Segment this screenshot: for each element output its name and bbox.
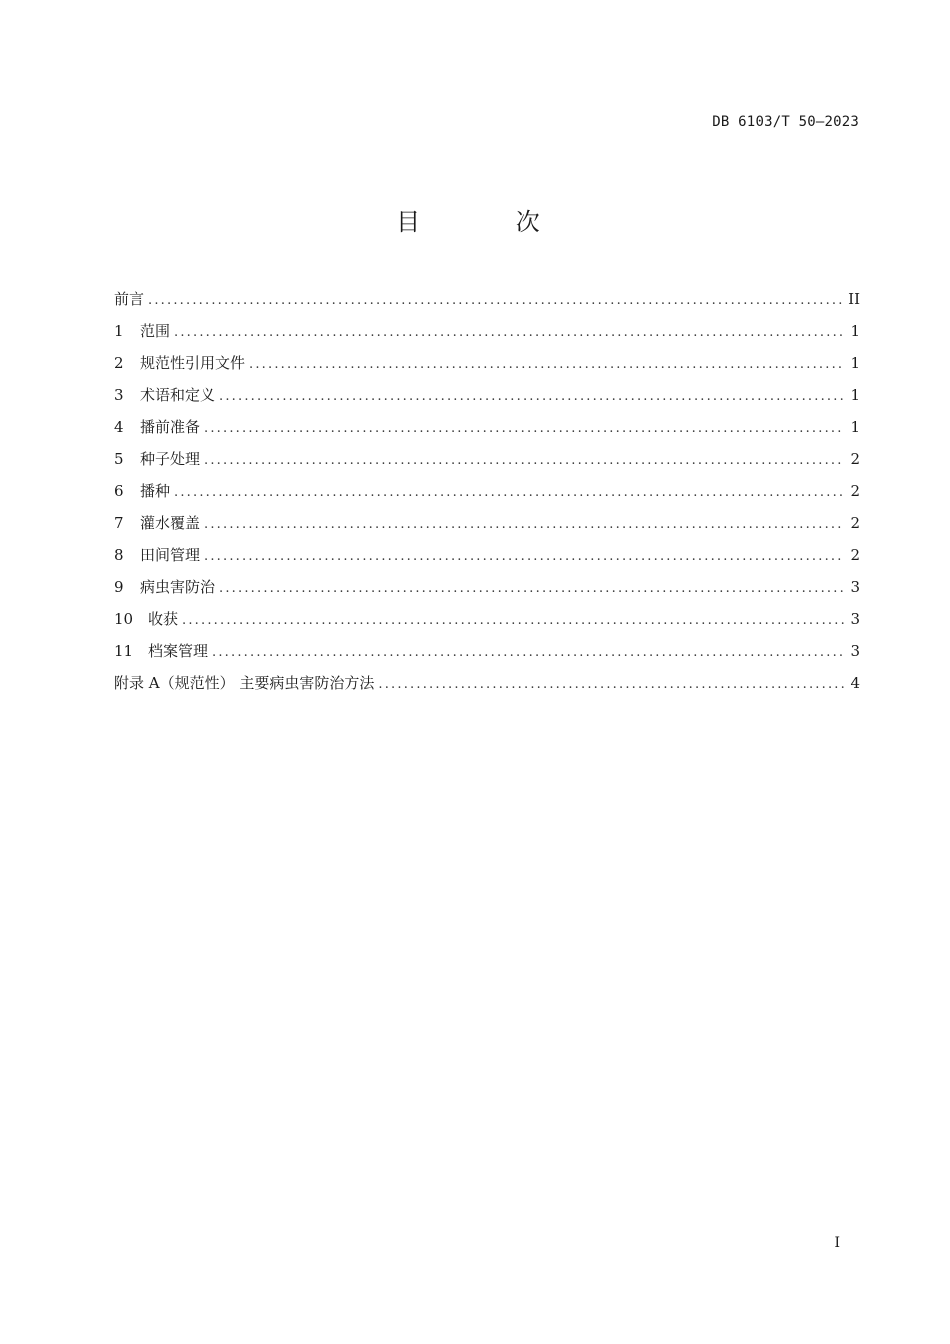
toc-leader-dots <box>148 289 842 313</box>
toc-entry-number: 5 <box>114 450 124 468</box>
page-number: I <box>834 1235 840 1251</box>
toc-entry-text: 收获 <box>148 610 179 628</box>
toc-leader-dots <box>219 577 844 601</box>
toc-entry-number: 6 <box>114 482 124 500</box>
toc-entry-sowing[interactable] <box>114 479 860 511</box>
toc-entry-number: 10 <box>114 610 134 628</box>
toc-entry-text: 种子处理 <box>140 450 201 468</box>
toc-entry-page: 2 <box>850 450 860 468</box>
toc-entry-number: 4 <box>114 418 124 436</box>
toc-leader-dots <box>249 353 844 377</box>
toc-entry-page: 3 <box>850 642 860 660</box>
toc-entry-page: 1 <box>850 322 860 340</box>
toc-entry-text: 档案管理 <box>148 642 209 660</box>
toc-leader-dots <box>204 449 844 473</box>
toc-leader-dots <box>204 417 844 441</box>
toc-entry-page: 1 <box>850 418 860 436</box>
toc-entry-text: 播种 <box>140 482 171 500</box>
toc-entry-number: 2 <box>114 354 124 372</box>
toc-leader-dots <box>378 673 844 697</box>
toc-entry-text: 播前准备 <box>140 418 201 436</box>
toc-entry-page: 2 <box>850 482 860 500</box>
toc-entry-appendix-a[interactable] <box>114 671 860 703</box>
toc-entry-page: 1 <box>850 354 860 372</box>
toc-entry-page: II <box>848 290 860 308</box>
toc-entry-terms[interactable] <box>114 383 860 415</box>
toc-entry-pre-sowing[interactable] <box>114 415 860 447</box>
toc-entry-normative-references[interactable] <box>114 351 860 383</box>
toc-entry-scope[interactable] <box>114 319 860 351</box>
toc-entry-text: 附录 A（规范性） 主要病虫害防治方法 <box>114 674 375 692</box>
toc-entry-pest-control[interactable] <box>114 575 860 607</box>
watermark <box>215 640 825 1200</box>
toc-entry-field-management[interactable] <box>114 543 860 575</box>
toc-entry-seed-treatment[interactable] <box>114 447 860 479</box>
toc-leader-dots <box>182 609 844 633</box>
toc-entry-text: 灌水覆盖 <box>140 514 201 532</box>
toc-entry-number: 7 <box>114 514 124 532</box>
toc-entry-irrigation-cover[interactable] <box>114 511 860 543</box>
toc-leader-dots <box>204 545 844 569</box>
toc-entry-number: 8 <box>114 546 124 564</box>
toc-entry-text: 田间管理 <box>140 546 201 564</box>
toc-leader-dots <box>174 481 844 505</box>
toc-entry-page: 2 <box>850 546 860 564</box>
toc-entry-page: 4 <box>850 674 860 692</box>
toc-entry-page: 1 <box>850 386 860 404</box>
toc-leader-dots <box>219 385 844 409</box>
toc-entry-records-management[interactable] <box>114 639 860 671</box>
table-of-contents <box>114 287 860 703</box>
toc-leader-dots <box>212 641 844 665</box>
toc-entry-text: 病虫害防治 <box>140 578 216 596</box>
toc-entry-number: 11 <box>114 642 134 660</box>
toc-entry-number: 1 <box>114 322 124 340</box>
toc-entry-text: 前言 <box>114 290 145 308</box>
toc-entry-number: 3 <box>114 386 124 404</box>
toc-entry-number: 9 <box>114 578 124 596</box>
document-code: DB 6103/T 50—2023 <box>712 114 859 130</box>
toc-entry-text: 范围 <box>140 322 171 340</box>
toc-entry-harvest[interactable] <box>114 607 860 639</box>
toc-entry-page: 2 <box>850 514 860 532</box>
toc-entry-text: 规范性引用文件 <box>140 354 246 372</box>
toc-title: 目 次 <box>396 208 584 236</box>
toc-leader-dots <box>174 321 844 345</box>
toc-entry-page: 3 <box>850 578 860 596</box>
toc-entry-text: 术语和定义 <box>140 386 216 404</box>
toc-entry-foreword[interactable] <box>114 287 860 319</box>
toc-leader-dots <box>204 513 844 537</box>
toc-entry-page: 3 <box>850 610 860 628</box>
